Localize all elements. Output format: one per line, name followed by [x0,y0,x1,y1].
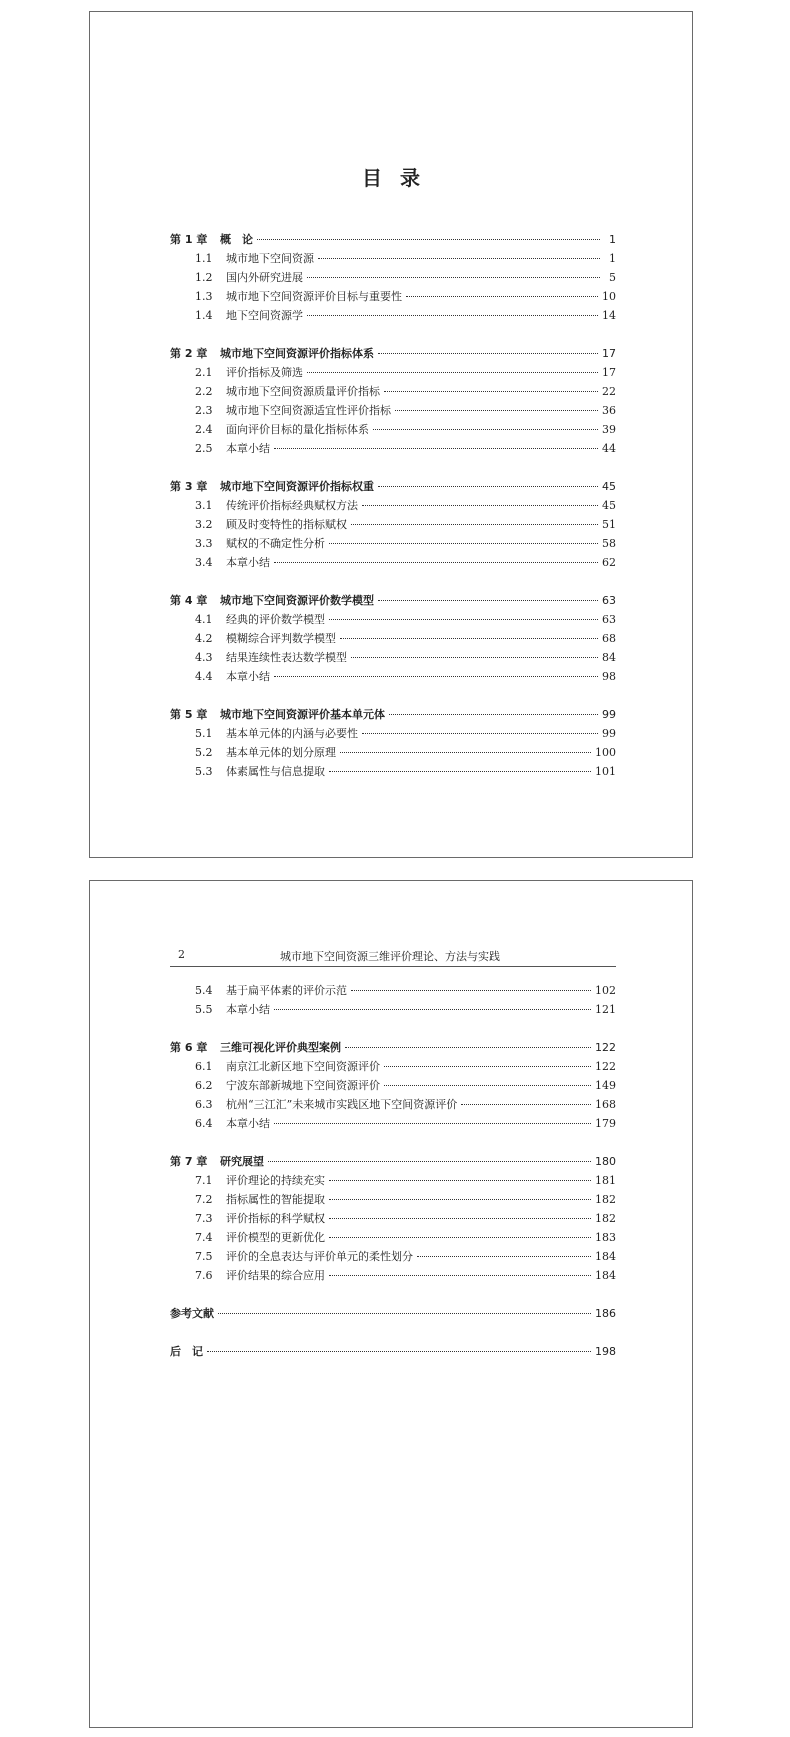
page-number: 2 [178,948,185,961]
entry-title: 基本单元体的内涵与必要性 [226,727,358,740]
entry-page-number: 39 [602,423,616,436]
toc-chapter-entry [170,344,616,363]
dot-leader [389,714,598,715]
dot-leader [417,1256,591,1257]
entry-number: 7.4 [195,1231,213,1244]
entry-number: 第 5 章 [170,708,208,721]
entry-number: 2.1 [195,366,213,379]
toc-section-entry [170,667,616,686]
entry-title: 城市地下空间资源评价指标体系 [220,347,374,360]
entry-page-number: 5 [609,271,616,284]
toc-section-entry [170,553,616,572]
entry-title: 本章小结 [226,556,270,569]
entry-page-number: 121 [595,1003,616,1016]
dot-leader [384,1066,591,1067]
entry-number: 4.1 [195,613,213,626]
dot-leader [329,771,591,772]
entry-page-number: 98 [602,670,616,683]
entry-title: 顾及时变特性的指标赋权 [226,518,347,531]
entry-title: 本章小结 [226,442,270,455]
toc-chapter-entry [170,705,616,724]
entry-title: 研究展望 [220,1155,264,1168]
entry-number: 第 1 章 [170,233,208,246]
entry-title: 国内外研究进展 [226,271,303,284]
dot-leader [274,1123,591,1124]
toc-section-entry [170,268,616,287]
entry-number: 6.1 [195,1060,213,1073]
entry-page-number: 58 [602,537,616,550]
entry-title: 城市地下空间资源评价目标与重要性 [226,290,402,303]
entry-title: 地下空间资源学 [226,309,303,322]
dot-leader [395,410,598,411]
toc-section-entry [170,1000,616,1019]
toc-chapter-entry [170,1304,616,1323]
entry-number: 1.1 [195,252,213,265]
entry-page-number: 36 [602,404,616,417]
entry-number: 2.3 [195,404,213,417]
entry-title: 城市地下空间资源评价基本单元体 [220,708,385,721]
dot-leader [274,676,598,677]
entry-number: 7.2 [195,1193,213,1206]
entry-title: 结果连续性表达数学模型 [226,651,347,664]
entry-page-number: 51 [602,518,616,531]
entry-number: 1.4 [195,309,213,322]
entry-page-number: 63 [602,594,616,607]
dot-leader [378,353,598,354]
toc-section-entry [170,629,616,648]
dot-leader [329,1275,591,1276]
entry-title: 指标属性的智能提取 [226,1193,325,1206]
toc-section-entry [170,306,616,325]
dot-leader [406,296,598,297]
dot-leader [351,657,598,658]
dot-leader [384,391,598,392]
entry-number: 5.3 [195,765,213,778]
entry-page-number: 102 [595,984,616,997]
entry-page-number: 45 [602,499,616,512]
entry-page-number: 17 [602,347,616,360]
entry-number: 5.2 [195,746,213,759]
dot-leader [329,1218,591,1219]
entry-title: 参考文献 [170,1307,214,1320]
dot-leader [351,524,598,525]
toc-section-entry [170,287,616,306]
entry-title: 传统评价指标经典赋权方法 [226,499,358,512]
entry-number: 第 3 章 [170,480,208,493]
toc-section-entry [170,363,616,382]
entry-number: 第 7 章 [170,1155,208,1168]
toc-heading: 目录 [362,166,438,190]
entry-title: 模糊综合评判数学模型 [226,632,336,645]
toc-section-entry [170,496,616,515]
entry-page-number: 99 [602,727,616,740]
entry-number: 第 6 章 [170,1041,208,1054]
entry-page-number: 198 [595,1345,616,1358]
entry-title: 基于扁平体素的评价示范 [226,984,347,997]
entry-title: 三维可视化评价典型案例 [220,1041,341,1054]
entry-number: 3.2 [195,518,213,531]
dot-leader [329,1237,591,1238]
entry-title: 城市地下空间资源评价数学模型 [220,594,374,607]
entry-title: 城市地下空间资源 [226,252,314,265]
entry-title: 城市地下空间资源评价指标权重 [220,480,374,493]
entry-page-number: 99 [602,708,616,721]
entry-page-number: 1 [609,233,616,246]
dot-leader [351,990,591,991]
entry-number: 第 2 章 [170,347,208,360]
entry-title: 评价的全息表达与评价单元的柔性划分 [226,1250,413,1263]
toc-list [170,981,616,1361]
entry-number: 5.1 [195,727,213,740]
dot-leader [318,258,600,259]
entry-number: 5.4 [195,984,213,997]
entry-title: 杭州“三江汇”未来城市实践区地下空间资源评价 [226,1098,458,1111]
entry-page-number: 22 [602,385,616,398]
toc-section-entry [170,1247,616,1266]
entry-page-number: 168 [595,1098,616,1111]
entry-number: 6.4 [195,1117,213,1130]
entry-number: 7.3 [195,1212,213,1225]
running-title: 城市地下空间资源三维评价理论、方法与实践 [280,950,500,963]
entry-page-number: 181 [595,1174,616,1187]
dot-leader [378,486,598,487]
dot-leader [329,543,598,544]
entry-page-number: 186 [595,1307,616,1320]
toc-chapter-entry [170,1152,616,1171]
entry-page-number: 184 [595,1269,616,1282]
toc-section-entry [170,1209,616,1228]
entry-page-number: 84 [602,651,616,664]
entry-number: 3.4 [195,556,213,569]
toc-page-2 [89,880,693,1728]
dot-leader [329,619,598,620]
entry-title: 评价结果的综合应用 [226,1269,325,1282]
entry-page-number: 183 [595,1231,616,1244]
entry-title: 面向评价目标的量化指标体系 [226,423,369,436]
toc-section-entry [170,1076,616,1095]
entry-number: 3.1 [195,499,213,512]
entry-page-number: 63 [602,613,616,626]
entry-page-number: 10 [602,290,616,303]
entry-page-number: 180 [595,1155,616,1168]
entry-page-number: 182 [595,1212,616,1225]
entry-title: 城市地下空间资源质量评价指标 [226,385,380,398]
toc-section-entry [170,534,616,553]
dot-leader [340,752,591,753]
toc-section-entry [170,515,616,534]
toc-section-entry [170,743,616,762]
dot-leader [218,1313,591,1314]
dot-leader [340,638,598,639]
entry-number: 5.5 [195,1003,213,1016]
toc-section-entry [170,249,616,268]
entry-page-number: 101 [595,765,616,778]
entry-page-number: 68 [602,632,616,645]
dot-leader [373,429,598,430]
entry-title: 本章小结 [226,670,270,683]
dot-leader [378,600,598,601]
toc-section-entry [170,1095,616,1114]
entry-number: 6.2 [195,1079,213,1092]
dot-leader [329,1199,591,1200]
entry-page-number: 122 [595,1060,616,1073]
toc-chapter-entry [170,230,616,249]
entry-page-number: 62 [602,556,616,569]
entry-page-number: 44 [602,442,616,455]
entry-page-number: 122 [595,1041,616,1054]
toc-section-entry [170,1190,616,1209]
toc-section-entry [170,610,616,629]
entry-page-number: 14 [602,309,616,322]
entry-number: 1.3 [195,290,213,303]
toc-section-entry [170,981,616,1000]
entry-number: 4.4 [195,670,213,683]
dot-leader [274,1009,591,1010]
toc-section-entry [170,401,616,420]
dot-leader [257,239,600,240]
entry-number: 第 4 章 [170,594,208,607]
toc-chapter-entry [170,1342,616,1361]
entry-page-number: 149 [595,1079,616,1092]
entry-title: 宁波东部新城地下空间资源评价 [226,1079,380,1092]
entry-title: 基本单元体的划分原理 [226,746,336,759]
entry-page-number: 100 [595,746,616,759]
entry-number: 3.3 [195,537,213,550]
entry-number: 6.3 [195,1098,213,1111]
toc-section-entry [170,762,616,781]
dot-leader [461,1104,591,1105]
toc-section-entry [170,382,616,401]
entry-number: 7.5 [195,1250,213,1263]
entry-title: 后 记 [170,1345,203,1358]
entry-title: 评价理论的持续充实 [226,1174,325,1187]
dot-leader [207,1351,591,1352]
dot-leader [362,733,598,734]
toc-section-entry [170,1114,616,1133]
toc-section-entry [170,648,616,667]
toc-section-entry [170,439,616,458]
entry-title: 城市地下空间资源适宜性评价指标 [226,404,391,417]
toc-page-1 [89,11,693,858]
dot-leader [345,1047,591,1048]
entry-number: 1.2 [195,271,213,284]
entry-title: 评价指标及筛选 [226,366,303,379]
running-header [170,944,616,967]
toc-list [170,230,616,781]
entry-number: 7.1 [195,1174,213,1187]
toc-section-entry [170,420,616,439]
entry-number: 7.6 [195,1269,213,1282]
entry-number: 4.3 [195,651,213,664]
toc-chapter-entry [170,477,616,496]
entry-title: 南京江北新区地下空间资源评价 [226,1060,380,1073]
entry-page-number: 1 [609,252,616,265]
dot-leader [274,448,598,449]
entry-page-number: 184 [595,1250,616,1263]
entry-page-number: 182 [595,1193,616,1206]
entry-number: 4.2 [195,632,213,645]
dot-leader [307,277,600,278]
entry-title: 本章小结 [226,1117,270,1130]
entry-title: 本章小结 [226,1003,270,1016]
entry-number: 2.2 [195,385,213,398]
entry-number: 2.4 [195,423,213,436]
toc-section-entry [170,1266,616,1285]
toc-section-entry [170,1171,616,1190]
entry-title: 评价指标的科学赋权 [226,1212,325,1225]
entry-page-number: 179 [595,1117,616,1130]
entry-page-number: 45 [602,480,616,493]
toc-chapter-entry [170,591,616,610]
entry-page-number: 17 [602,366,616,379]
entry-title: 评价模型的更新优化 [226,1231,325,1244]
dot-leader [268,1161,591,1162]
toc-section-entry [170,1228,616,1247]
toc-section-entry [170,724,616,743]
dot-leader [329,1180,591,1181]
entry-title: 体素属性与信息提取 [226,765,325,778]
entry-title: 赋权的不确定性分析 [226,537,325,550]
entry-title: 经典的评价数学模型 [226,613,325,626]
entry-title: 概 论 [220,233,253,246]
toc-chapter-entry [170,1038,616,1057]
dot-leader [307,372,598,373]
entry-number: 2.5 [195,442,213,455]
toc-section-entry [170,1057,616,1076]
dot-leader [307,315,598,316]
dot-leader [362,505,598,506]
dot-leader [274,562,598,563]
dot-leader [384,1085,591,1086]
